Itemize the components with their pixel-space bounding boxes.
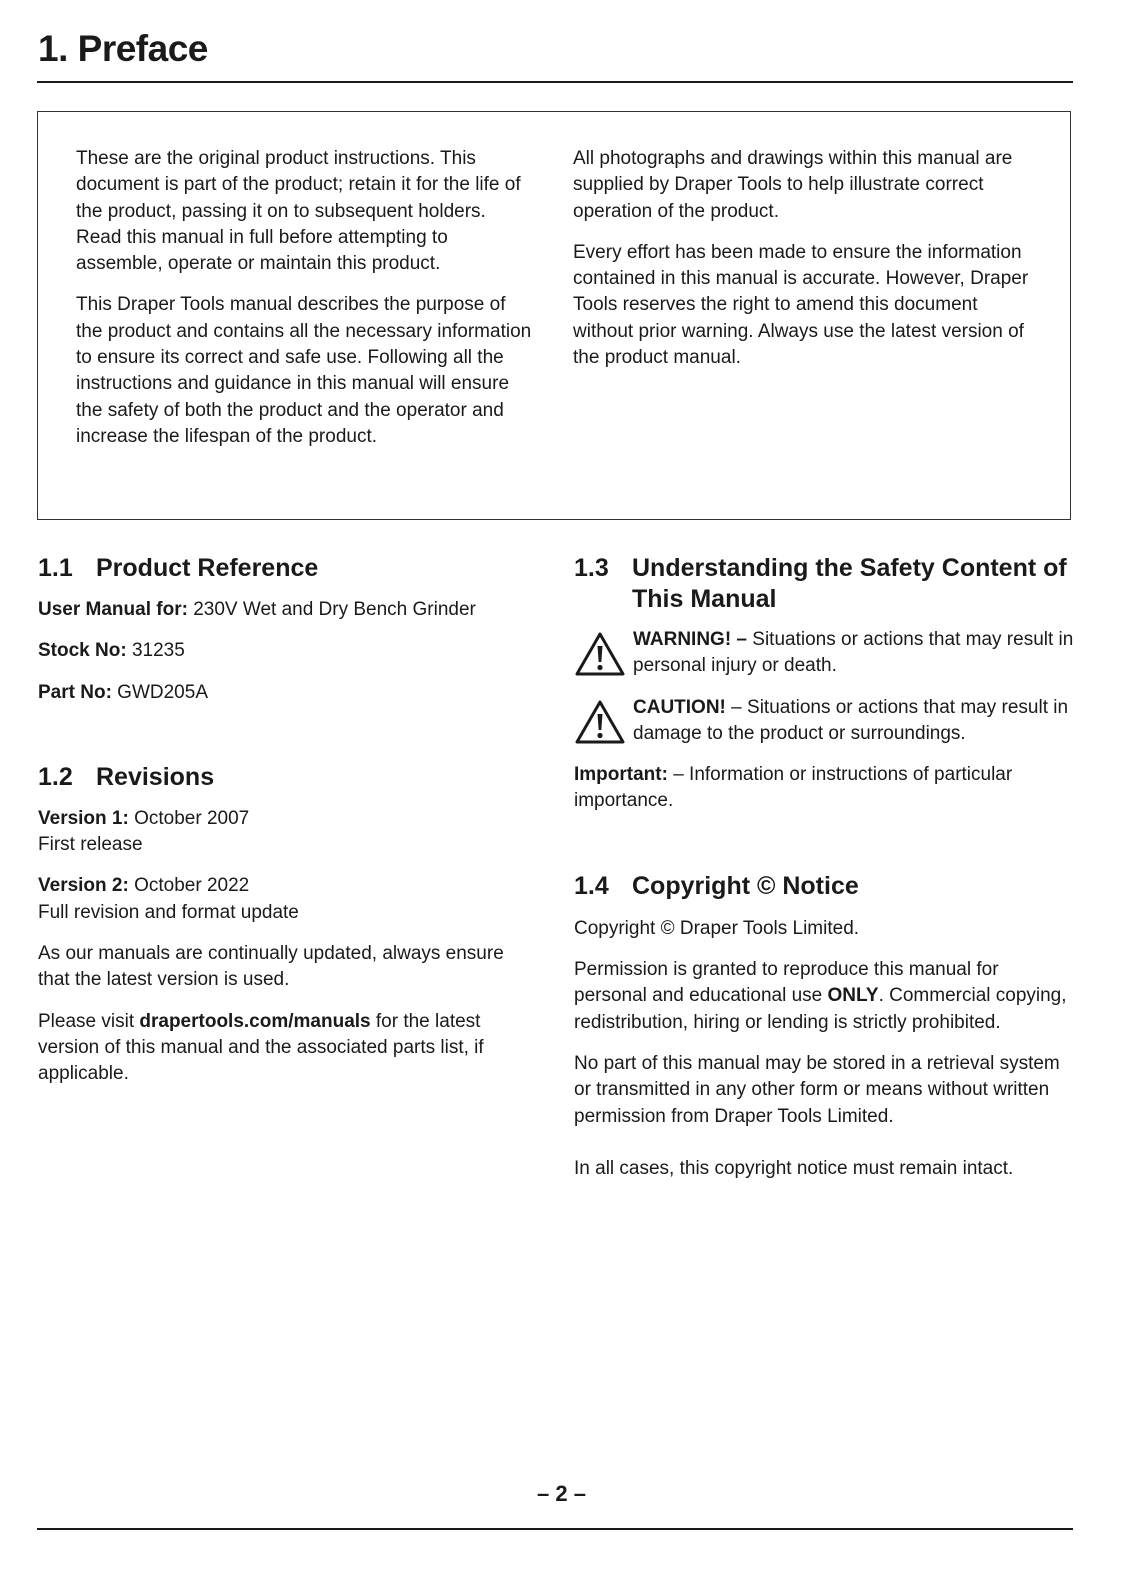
intro-paragraph: These are the original product instructions. This document is part of the product; retain it for the life of the product, passing it on to subsequent holders. Read this manual in full before attempting to assemble, operate or maintain this product. [76, 148, 521, 275]
section-heading [574, 871, 1074, 902]
version-2-note: Full revision and format update [38, 901, 299, 923]
section-number: 1.4 [574, 871, 609, 900]
user-manual-value: 230V Wet and Dry Bench Grinder [187, 599, 476, 620]
retrieval-paragraph: No part of this manual may be stored in a retrieval system or transmitted in any other form or means without written permission from Draper Tools Limited. [574, 1052, 1060, 1127]
part-number-line [38, 680, 538, 706]
section-number: 1.2 [38, 762, 73, 791]
page-number: – 2 – [537, 1481, 586, 1506]
section-number: 1.3 [574, 554, 609, 582]
page-title: 1. Preface [38, 28, 208, 69]
version-2-line [38, 873, 538, 899]
left-column [38, 553, 538, 1088]
section-heading [574, 553, 1074, 615]
section-product-reference [38, 553, 538, 706]
section-number: 1.1 [38, 554, 73, 582]
warning-row [574, 627, 1074, 680]
version-2-label: Version 2: [38, 875, 129, 897]
intact-paragraph: In all cases, this copyright notice must remain intact. [574, 1157, 1014, 1179]
intro-left-column [76, 146, 536, 450]
section-safety-content [574, 553, 1074, 815]
section-title: Product Reference [96, 554, 319, 582]
version-2-date: October 2022 [128, 875, 250, 897]
caution-triangle-icon [574, 699, 626, 745]
visit-note [38, 1009, 538, 1088]
right-column [574, 553, 1074, 1182]
caution-text [633, 695, 1074, 748]
visit-pre: Please visit [38, 1010, 140, 1032]
title-divider [37, 81, 1073, 83]
important-note [574, 762, 1074, 815]
version-1-label: Version 1: [38, 807, 129, 829]
version-1-date: October 2007 [128, 807, 250, 829]
part-number-label: Part No: [38, 681, 112, 703]
caution-label: CAUTION! [633, 696, 726, 718]
intro-paragraph: All photographs and drawings within this manual are supplied by Draper Tools to help illustrate correct operation of the product. [573, 148, 1013, 222]
section-title: Understanding the Safety Content of This Manual [632, 554, 1067, 613]
intro-paragraph: This Draper Tools manual describes the purpose of the product and contains all the necessary information to ensure its correct and safe use. Following all the instructions and guidance in this manual will ensure the safety of both the product and the operator and increase the lifespan of the product. [76, 294, 532, 447]
section-copyright [574, 871, 1074, 1182]
permission-paragraph [574, 957, 1074, 1036]
intro-paragraph: Every effort has been made to ensure the information contained in this manual is accurate. However, Draper Tools reserves the right to amend this document without prior warning. Always use the latest version of the product manual. [573, 241, 1029, 369]
important-label: Important: [574, 764, 668, 786]
permission-pre: Permission is granted to reproduce this manual for personal and educational use [574, 959, 999, 1007]
caution-row [574, 695, 1074, 748]
section-heading [38, 762, 538, 793]
warning-description: Situations or actions that may result in personal injury or death. [633, 629, 1074, 677]
warning-label: WARNING! – [633, 629, 747, 650]
version-1-note: First release [38, 834, 143, 856]
warning-text [633, 627, 1074, 680]
stock-number-label: Stock No: [38, 640, 127, 662]
part-number-value: GWD205A [111, 681, 208, 703]
footer-divider [37, 1528, 1073, 1530]
caution-description: – Situations or actions that may result in damage to the product or surroundings. [633, 696, 1069, 744]
section-title: Revisions [96, 762, 215, 791]
user-manual-label: User Manual for: [38, 599, 188, 620]
stock-number-value: 31235 [126, 640, 185, 662]
manuals-link[interactable]: drapertools.com/manuals [139, 1010, 371, 1032]
copyright-line: Copyright © Draper Tools Limited. [574, 917, 860, 939]
intro-right-column [573, 146, 1033, 371]
warning-triangle-icon [574, 631, 626, 677]
section-heading [38, 553, 538, 584]
visit-post: for the latest version of this manual and the associated parts list, if applicable. [38, 1010, 484, 1085]
update-note: As our manuals are continually updated, always ensure that the latest version is used. [38, 943, 504, 991]
section-revisions [38, 762, 538, 1088]
section-title: Copyright © Notice [632, 871, 859, 900]
important-description: – Information or instructions of particular importance. [574, 764, 1013, 812]
permission-only: ONLY [827, 985, 879, 1007]
intro-box [37, 111, 1071, 520]
user-manual-line [38, 597, 538, 623]
stock-number-line [38, 638, 538, 664]
permission-post: . Commercial copying, redistribution, hiring or lending is strictly prohibited. [574, 985, 1067, 1033]
version-1-line [38, 806, 538, 832]
